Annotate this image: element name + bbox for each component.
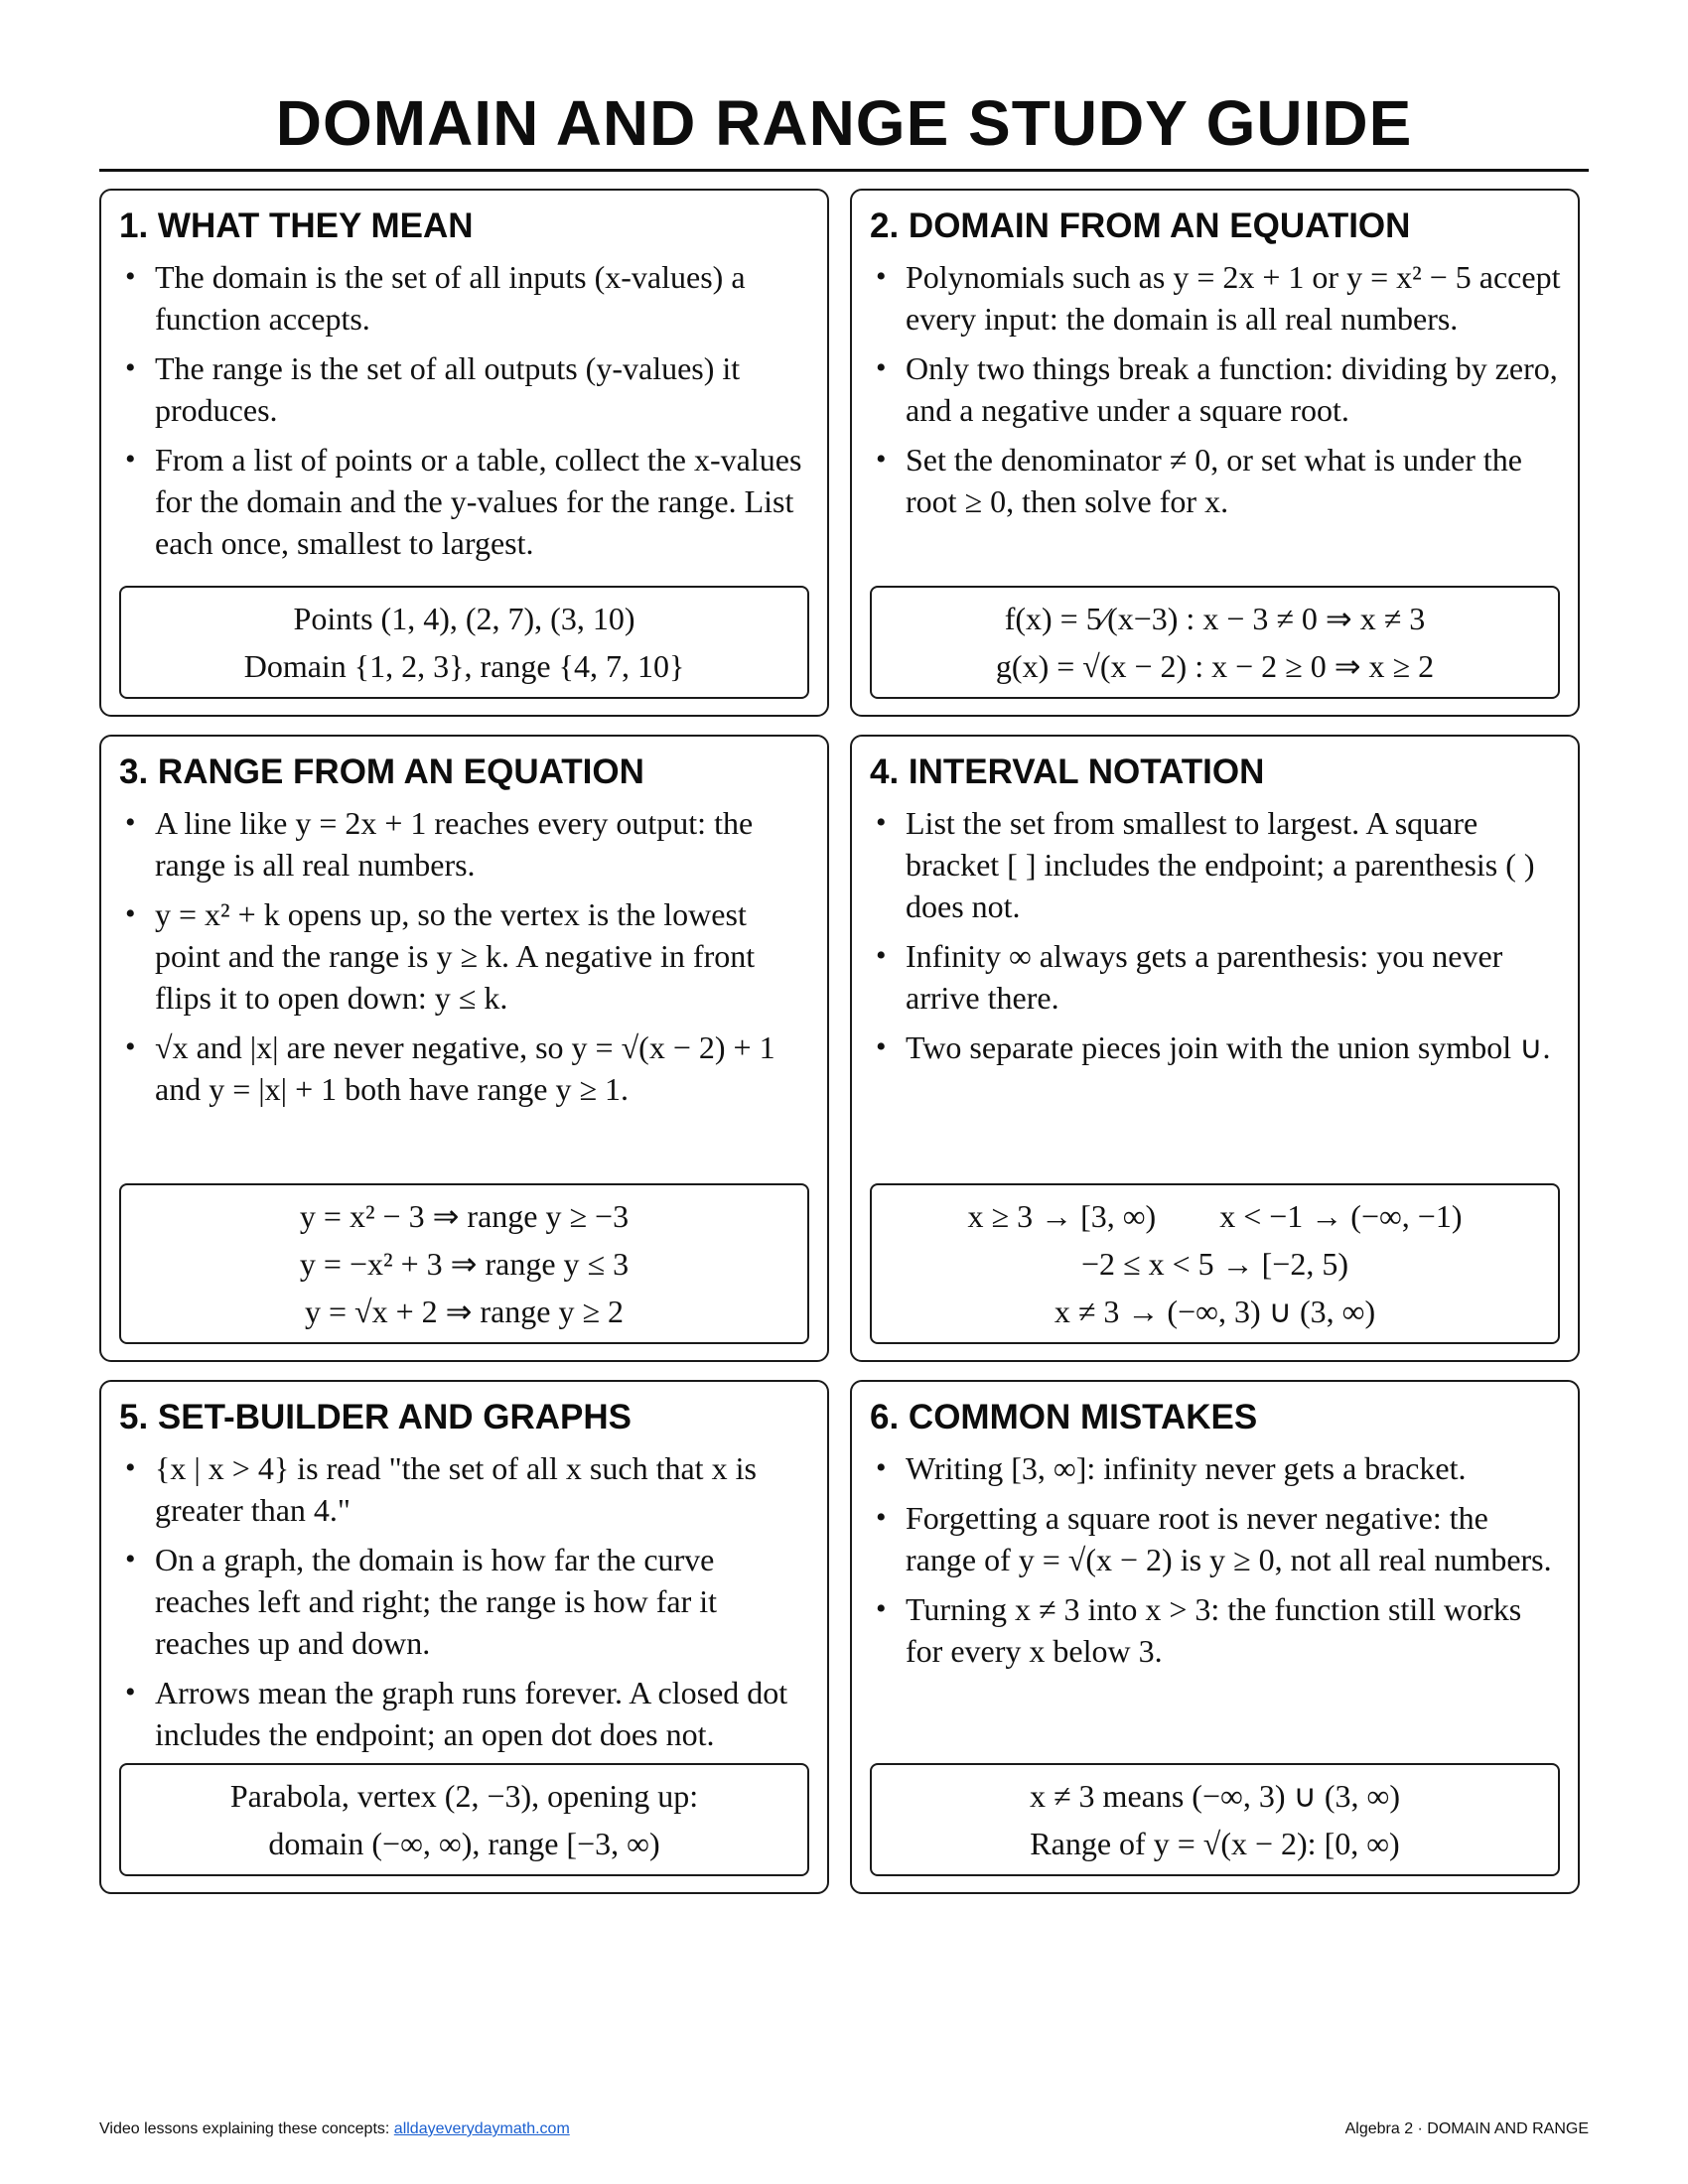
- section-range-from-equation: [99, 735, 829, 1362]
- section-heading: 4. INTERVAL NOTATION: [870, 752, 1265, 791]
- bullet-text: From a list of points or a table, collect the x-values for the domain and the y-values for the range. List each once, smallest to largest.: [155, 442, 802, 561]
- bullet-text: On a graph, the domain is how far the curve reaches left and right; the range is how far it reaches up and down.: [155, 1542, 717, 1661]
- page-title: DOMAIN AND RANGE STUDY GUIDE: [275, 87, 1413, 159]
- bullet-text: Forgetting a square root is never negative: the range of y = √(x − 2) is y ≥ 0, not all real numbers.: [906, 1500, 1552, 1577]
- bullet-text: Set the denominator ≠ 0, or set what is under the root ≥ 0, then solve for x.: [906, 442, 1522, 519]
- bullet-icon: •: [876, 351, 887, 384]
- bullet-icon: •: [876, 260, 887, 293]
- example-line: Points (1, 4), (2, 7), (3, 10): [293, 601, 635, 636]
- list-item: [870, 256, 1564, 340]
- bullet-text: y = x² + k opens up, so the vertex is the lowest point and the range is y ≥ k. A negative in front flips it to open down: y ≤ k.: [155, 896, 756, 1016]
- bullet-text: Arrows mean the graph runs forever. A closed dot includes the endpoint; an open dot does not.: [155, 1675, 788, 1752]
- footer-text: Video lessons explaining these concepts:: [99, 2120, 394, 2137]
- list-item: [870, 1588, 1564, 1672]
- bullet-text: Only two things break a function: dividing by zero, and a negative under a square root.: [906, 350, 1558, 428]
- example-box: [870, 1763, 1560, 1876]
- bullet-icon: •: [125, 443, 136, 476]
- section-what-they-mean: [99, 189, 829, 717]
- footer-course-label: Algebra 2 · DOMAIN AND RANGE: [1344, 2120, 1589, 2137]
- bullet-text: A line like y = 2x + 1 reaches every output: the range is all real numbers.: [155, 805, 754, 883]
- example-box: [119, 1763, 809, 1876]
- list-item: [119, 893, 813, 1019]
- bullet-icon: •: [876, 939, 887, 972]
- footer-link[interactable]: alldayeverydaymath.com: [393, 2120, 570, 2137]
- section-set-builder-and-graphs: [99, 1380, 829, 1894]
- list-item: [870, 1026, 1564, 1068]
- example-box: [870, 1183, 1560, 1344]
- list-item: [119, 1539, 813, 1664]
- example-line: g(x) = √(x − 2) : x − 2 ≥ 0 ⇒ x ≥ 2: [995, 648, 1435, 684]
- list-item: [119, 1447, 813, 1531]
- bullet-icon: •: [125, 1451, 136, 1484]
- example-line: Domain {1, 2, 3}, range {4, 7, 10}: [243, 648, 685, 684]
- section-common-mistakes: [850, 1380, 1580, 1894]
- bullet-icon: •: [125, 897, 136, 930]
- list-item: [119, 256, 813, 340]
- example-line: −2 ≤ x < 5 → [−2, 5): [1080, 1246, 1348, 1282]
- list-item: [119, 347, 813, 431]
- example-box: [119, 586, 809, 699]
- bullet-icon: •: [876, 1592, 887, 1625]
- example-line: y = −x² + 3 ⇒ range y ≤ 3: [299, 1246, 630, 1282]
- section-heading: 2. DOMAIN FROM AN EQUATION: [870, 206, 1411, 245]
- example-line: y = x² − 3 ⇒ range y ≥ −3: [299, 1198, 630, 1234]
- title-divider: [99, 169, 1589, 172]
- section-interval-notation: [850, 735, 1580, 1362]
- bullet-text: The range is the set of all outputs (y-values) it produces.: [155, 350, 741, 428]
- list-item: [870, 1447, 1564, 1489]
- section-domain-from-equation: [850, 189, 1580, 717]
- example-line: x ≠ 3 → (−∞, 3) ∪ (3, ∞): [1054, 1294, 1376, 1329]
- bullet-icon: •: [876, 806, 887, 839]
- bullet-icon: •: [125, 351, 136, 384]
- bullet-icon: •: [876, 1501, 887, 1534]
- bullet-list: [101, 802, 827, 1110]
- bullet-icon: •: [125, 260, 136, 293]
- bullet-text: Infinity ∞ always gets a parenthesis: you never arrive there.: [906, 938, 1503, 1016]
- example-line: Range of y = √(x − 2): [0, ∞): [1030, 1826, 1400, 1861]
- list-item: [870, 347, 1564, 431]
- example-line: f(x) = 5⁄(x−3) : x − 3 ≠ 0 ⇒ x ≠ 3: [1004, 601, 1426, 636]
- bullet-text: List the set from smallest to largest. A square bracket [ ] includes the endpoint; a parenthesis ( ) does not.: [906, 805, 1535, 924]
- list-item: [870, 935, 1564, 1019]
- bullet-text: Two separate pieces join with the union symbol ∪.: [906, 1029, 1551, 1065]
- example-line: x ≠ 3 means (−∞, 3) ∪ (3, ∞): [1029, 1778, 1401, 1814]
- bullet-icon: •: [876, 1451, 887, 1484]
- list-item: [870, 439, 1564, 522]
- example-line: Parabola, vertex (2, −3), opening up:: [229, 1778, 699, 1814]
- list-item: [119, 802, 813, 886]
- bullet-icon: •: [125, 1543, 136, 1575]
- list-item: [119, 1672, 813, 1755]
- example-box: [870, 586, 1560, 699]
- bullet-text: √x and |x| are never negative, so y = √(x − 2) + 1 and y = |x| + 1 both have range y ≥ 1.: [155, 1029, 775, 1107]
- bullet-list: [101, 1447, 827, 1755]
- example-line: y = √x + 2 ⇒ range y ≥ 2: [304, 1294, 625, 1329]
- list-item: [870, 1497, 1564, 1580]
- bullet-text: Polynomials such as y = 2x + 1 or y = x² − 5 accept every input: the domain is all real numbers.: [906, 259, 1561, 337]
- bullet-icon: •: [876, 443, 887, 476]
- example-line: domain (−∞, ∞), range [−3, ∞): [268, 1826, 660, 1861]
- bullet-icon: •: [125, 806, 136, 839]
- bullet-text: {x | x > 4} is read "the set of all x such that x is greater than 4.": [155, 1450, 757, 1528]
- bullet-text: The domain is the set of all inputs (x-values) a function accepts.: [155, 259, 746, 337]
- bullet-icon: •: [125, 1676, 136, 1708]
- bullet-list: [852, 802, 1578, 1068]
- bullet-list: [101, 256, 827, 564]
- list-item: [870, 802, 1564, 927]
- bullet-list: [852, 1447, 1578, 1672]
- example-line: x ≥ 3 → [3, ∞) x < −1 → (−∞, −1): [967, 1198, 1463, 1234]
- footer-note: [99, 2120, 570, 2138]
- section-heading: 5. SET-BUILDER AND GRAPHS: [119, 1398, 632, 1436]
- example-box: [119, 1183, 809, 1344]
- section-heading: 6. COMMON MISTAKES: [870, 1398, 1258, 1436]
- bullet-text: Turning x ≠ 3 into x > 3: the function still works for every x below 3.: [906, 1591, 1522, 1669]
- list-item: [119, 439, 813, 564]
- bullet-text: Writing [3, ∞]: infinity never gets a bracket.: [906, 1450, 1467, 1486]
- list-item: [119, 1026, 813, 1110]
- section-heading: 3. RANGE FROM AN EQUATION: [119, 752, 644, 791]
- bullet-list: [852, 256, 1578, 522]
- bullet-icon: •: [125, 1030, 136, 1063]
- bullet-icon: •: [876, 1030, 887, 1063]
- section-heading: 1. WHAT THEY MEAN: [119, 206, 474, 245]
